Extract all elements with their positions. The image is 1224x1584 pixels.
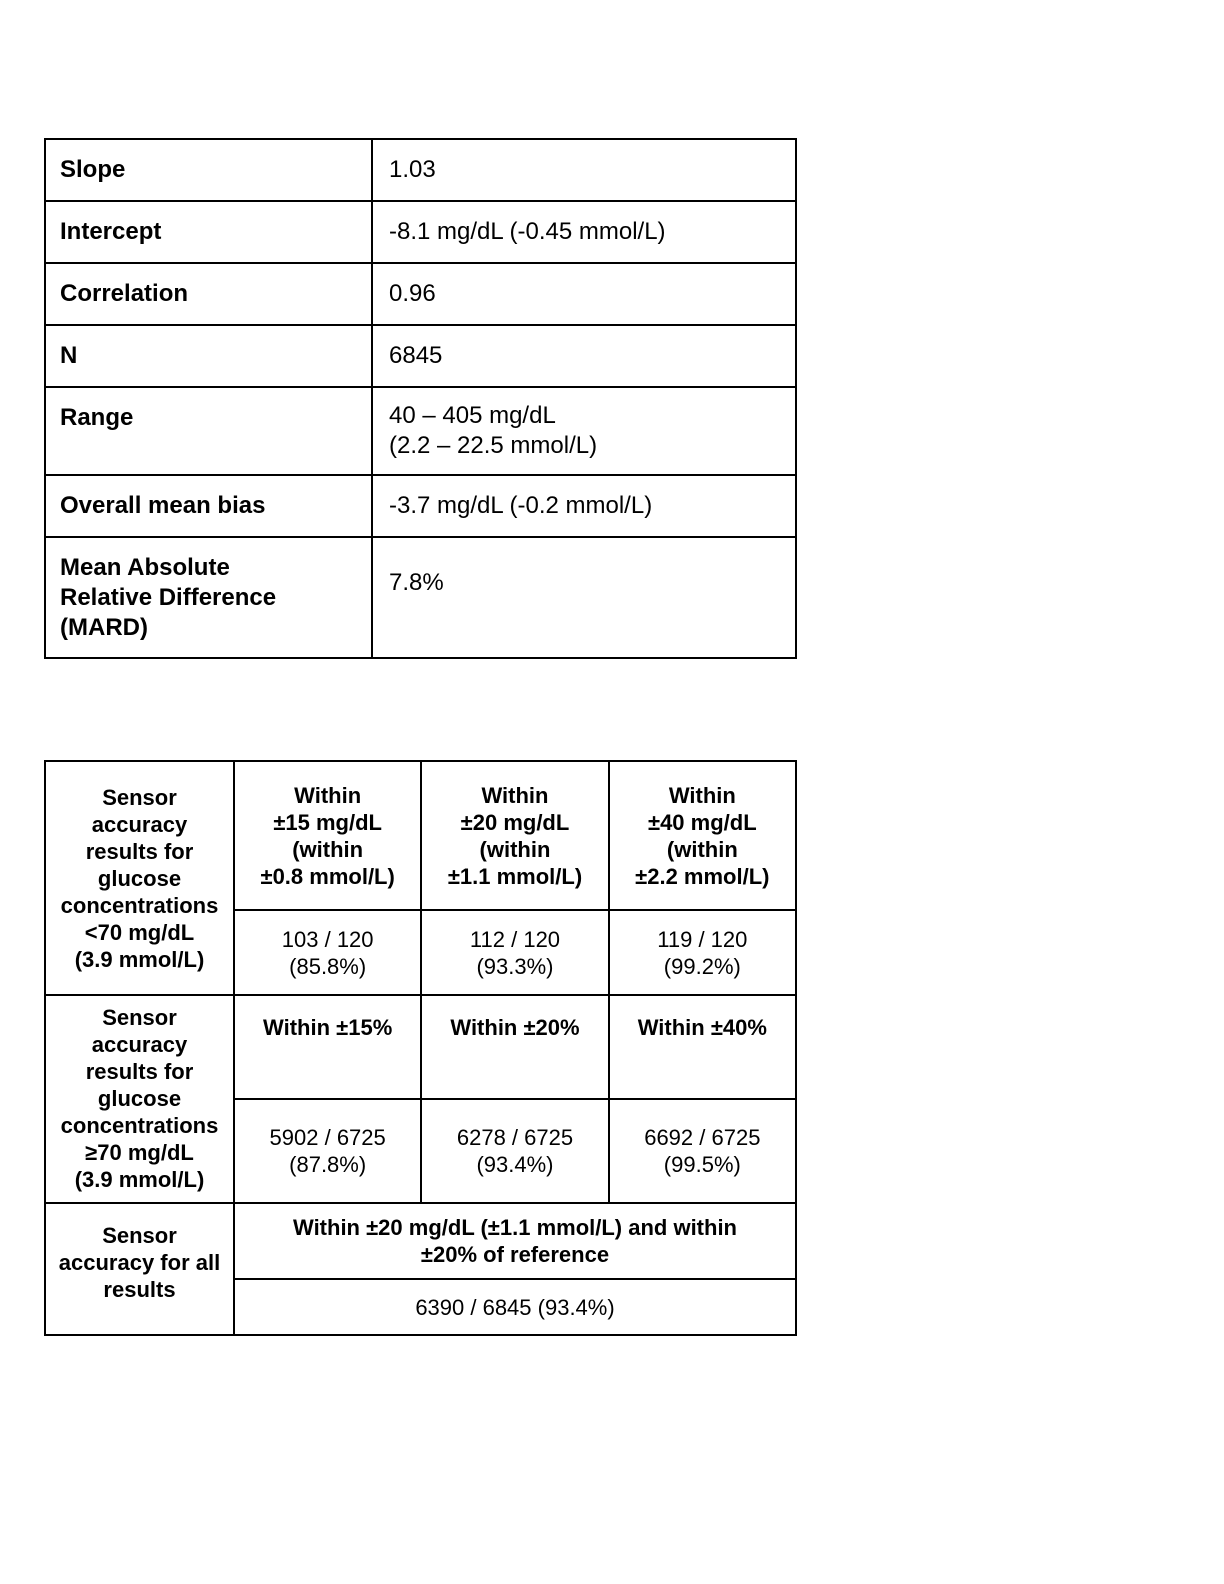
row-label: Overall mean bias	[45, 475, 372, 537]
value-count: 5902 / 6725	[269, 1125, 386, 1150]
high-value-15	[234, 1099, 421, 1203]
label-line: Mean Absolute	[60, 553, 230, 581]
row-value: 1.03	[372, 139, 796, 201]
header-line: ±1.1 mmol/L)	[447, 863, 583, 889]
value-count: 6278 / 6725	[456, 1125, 574, 1150]
range-mmol: (2.2 – 22.5 mmol/L)	[389, 432, 598, 459]
row-value: -3.7 mg/dL (-0.2 mmol/L)	[372, 475, 796, 537]
all-value: 6390 / 6845 (93.4%)	[234, 1279, 796, 1335]
header-line: ±20% of reference	[420, 1242, 610, 1267]
row-label: Range	[45, 387, 372, 475]
header-line: Within	[668, 782, 736, 808]
value-count: 103 / 120	[281, 926, 374, 952]
header-line: ±0.8 mmol/L)	[260, 863, 395, 889]
row-label	[45, 537, 372, 658]
row-label: Intercept	[45, 201, 372, 263]
low-value-15	[234, 910, 421, 995]
low-header-row	[45, 761, 796, 910]
high-col-header-15: Within ±15%	[234, 995, 421, 1099]
header-line: Within	[481, 782, 549, 808]
row-value: -8.1 mg/dL (-0.45 mmol/L)	[372, 201, 796, 263]
value-percent: (87.8%)	[289, 1152, 367, 1177]
label-line: Relative Difference	[60, 583, 277, 611]
header-line: glucose	[97, 865, 182, 891]
summary-row-correlation	[45, 263, 796, 325]
high-row-header	[45, 995, 234, 1203]
summary-statistics-table	[44, 138, 797, 659]
header-line: (3.9 mmol/L)	[74, 946, 205, 972]
header-line: results for	[85, 838, 194, 864]
header-line: (within	[666, 836, 738, 862]
sensor-accuracy-table	[44, 760, 797, 1336]
value-percent: (93.4%)	[476, 1152, 554, 1177]
low-col-header-40	[609, 761, 796, 910]
high-col-header-20: Within ±20%	[421, 995, 608, 1099]
header-line: (within	[479, 836, 551, 862]
summary-row-mean-bias	[45, 475, 796, 537]
low-value-20	[421, 910, 608, 995]
row-label: Correlation	[45, 263, 372, 325]
value-percent: (99.2%)	[663, 953, 741, 979]
summary-row-intercept	[45, 201, 796, 263]
header-line: (within	[292, 836, 364, 862]
high-col-header-40: Within ±40%	[609, 995, 796, 1099]
header-line: Sensor	[102, 1005, 177, 1030]
row-label: Slope	[45, 139, 372, 201]
header-line: ±2.2 mmol/L)	[635, 863, 770, 889]
summary-row-n	[45, 325, 796, 387]
value-count: 6692 / 6725	[644, 1125, 761, 1150]
header-line: ±20 mg/dL	[460, 809, 570, 835]
low-row-header	[45, 761, 234, 995]
row-value: 7.8%	[372, 537, 796, 658]
value-percent: (99.5%)	[663, 1152, 741, 1177]
row-value: 6845	[372, 325, 796, 387]
row-value: 0.96	[372, 263, 796, 325]
all-header-row	[45, 1203, 796, 1279]
header-line: accuracy	[91, 811, 188, 837]
low-col-header-20	[421, 761, 608, 910]
header-line: accuracy	[91, 1032, 188, 1057]
value-count: 119 / 120	[657, 926, 748, 952]
high-header-row	[45, 995, 796, 1099]
row-value	[372, 387, 796, 475]
low-value-40	[609, 910, 796, 995]
header-line: Sensor	[102, 784, 177, 810]
header-line: ≥70 mg/dL	[85, 1140, 194, 1165]
summary-row-mard	[45, 537, 796, 658]
header-line: <70 mg/dL	[84, 919, 195, 945]
header-line: concentrations	[60, 892, 219, 918]
value-percent: (93.3%)	[476, 953, 554, 979]
header-line: (3.9 mmol/L)	[74, 1167, 205, 1192]
all-row-header	[45, 1203, 234, 1335]
header-line: ±15 mg/dL	[273, 809, 382, 835]
header-line: Within ±20 mg/dL (±1.1 mmol/L) and within	[293, 1215, 737, 1240]
header-line: glucose	[97, 1086, 182, 1111]
high-value-40	[609, 1099, 796, 1203]
range-mgdl: 40 – 405 mg/dL	[389, 402, 556, 429]
high-value-20	[421, 1099, 608, 1203]
header-line: accuracy for all	[58, 1250, 221, 1275]
low-col-header-15	[234, 761, 421, 910]
header-line: concentrations	[60, 1113, 219, 1138]
header-line: Within	[294, 782, 362, 808]
summary-row-range	[45, 387, 796, 475]
header-line: results	[103, 1277, 176, 1302]
row-label: N	[45, 325, 372, 387]
summary-row-slope	[45, 139, 796, 201]
value-count: 112 / 120	[469, 926, 561, 952]
header-line: ±40 mg/dL	[648, 809, 757, 835]
header-line: Sensor	[102, 1223, 177, 1248]
label-line: (MARD)	[60, 613, 148, 641]
value-percent: (85.8%)	[289, 953, 367, 979]
header-line: results for	[85, 1059, 194, 1084]
all-col-header	[234, 1203, 796, 1279]
